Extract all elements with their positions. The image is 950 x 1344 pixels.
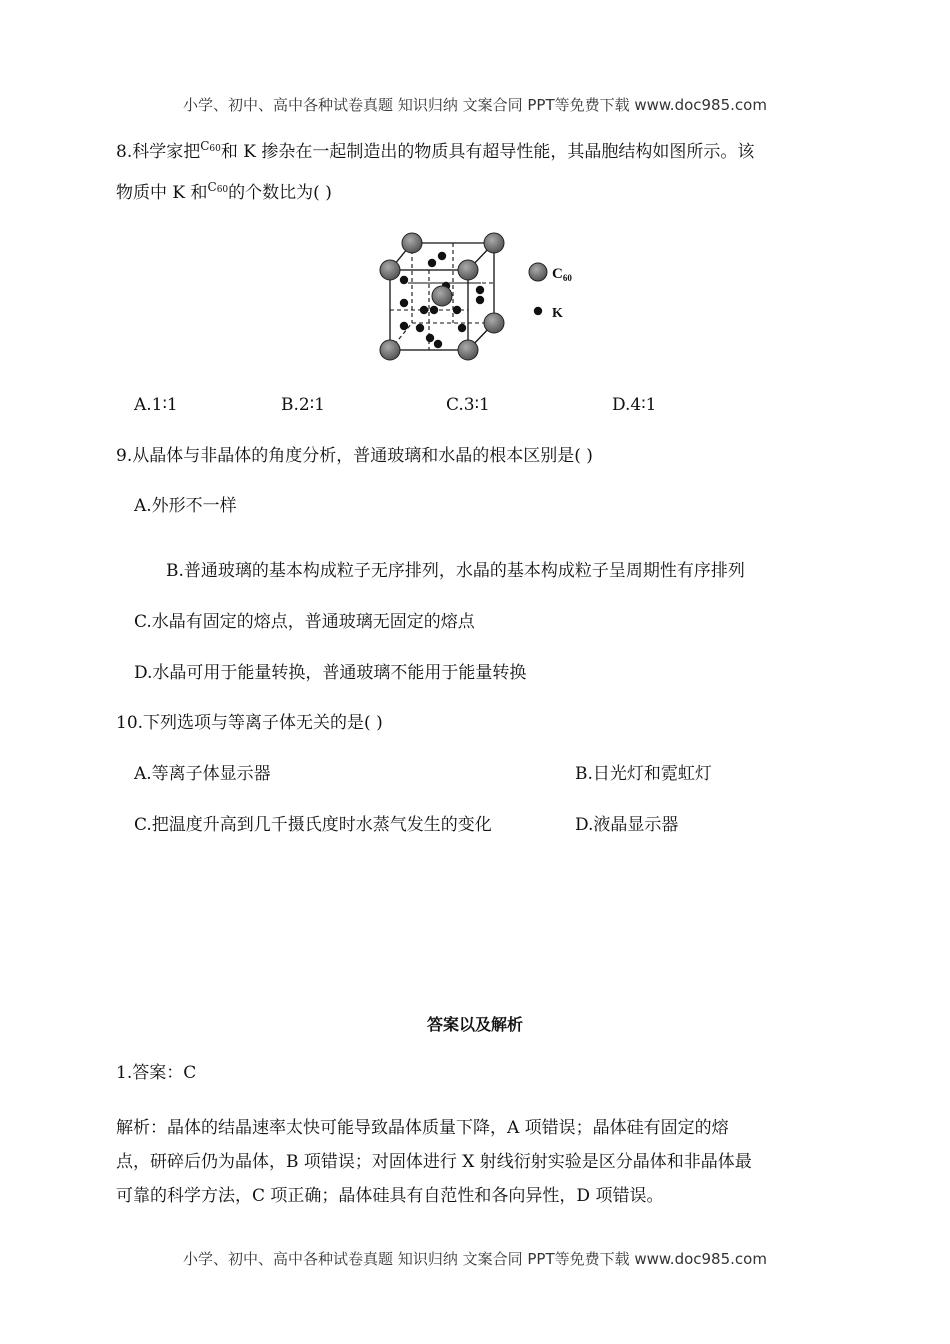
c60-formula (208, 180, 229, 194)
q8-option-c: C.3∶1 (446, 395, 490, 415)
q10-stem: 10.下列选项与等离子体无关的是( ) (116, 713, 383, 733)
q8-option-a: A.1∶1 (134, 395, 178, 415)
c60-letter: C (200, 139, 210, 153)
q9-option-d: D.水晶可用于能量转换，普通玻璃不能用于能量转换 (134, 663, 527, 683)
analysis-line: 点，研碎后仍为晶体，B 项错误；对固体进行 X 射线衍射实验是区分晶体和非晶体最 (116, 1152, 752, 1172)
q8-stem-part3: 物质中 K 和 (116, 183, 208, 203)
q9-stem: 9.从晶体与非晶体的角度分析，普通玻璃和水晶的根本区别是( ) (116, 446, 593, 466)
c60-subscript: 60 (209, 144, 221, 154)
c60-letter: C (207, 180, 217, 194)
q8-stem-line2 (116, 181, 332, 209)
analysis-line: 解析：晶体的结晶速率太快可能导致晶体质量下降，A 项错误；晶体硅有固定的熔 (116, 1118, 729, 1138)
page-footer: 小学、初中、高中各种试卷真题 知识归纳 文案合同 PPT等免费下载 www.doc985.com (183, 1250, 767, 1268)
c60-formula (200, 139, 221, 153)
q8-option-b: B.2∶1 (281, 395, 325, 415)
legend-c60-icon (529, 263, 547, 281)
q8-option-d: D.4∶1 (612, 395, 657, 415)
legend-k-label: K (552, 306, 563, 321)
answers-title: 答案以及解析 (426, 1015, 523, 1034)
q10-option-d: D.液晶显示器 (575, 815, 679, 835)
q8-stem-part4: 的个数比为( ) (228, 183, 332, 203)
q9-option-b: B.普通玻璃的基本构成粒子无序排列，水晶的基本构成粒子呈周期性有序排列 (166, 561, 745, 581)
q10-option-c: C.把温度升高到几千摄氏度时水蒸气发生的变化 (134, 815, 492, 835)
q8-stem-part2: 和 K 掺杂在一起制造出的物质具有超导性能，其晶胞结构如图所示。该 (220, 142, 755, 162)
analysis-line: 可靠的科学方法，C 项正确；晶体硅具有自范性和各向异性，D 项错误。 (116, 1186, 664, 1206)
page-header: 小学、初中、高中各种试卷真题 知识归纳 文案合同 PPT等免费下载 www.doc985.com (183, 96, 767, 114)
q10-option-a: A.等离子体显示器 (134, 764, 271, 784)
q8-stem-line1 (116, 140, 754, 168)
answer-1: 1.答案：C (116, 1063, 197, 1083)
q9-option-c: C.水晶有固定的熔点，普通玻璃无固定的熔点 (134, 612, 475, 632)
legend-c60-label: $C_{60}$ (552, 266, 572, 283)
answer-1-analysis (116, 1111, 752, 1213)
legend-k-icon (534, 307, 542, 315)
q8-stem-part1: 8.科学家把 (116, 142, 201, 162)
crystal-cell-diagram (372, 228, 582, 368)
q9-option-a: A.外形不一样 (134, 496, 237, 516)
c60-subscript: 60 (216, 185, 229, 195)
q10-option-b: B.日光灯和霓虹灯 (575, 764, 712, 784)
